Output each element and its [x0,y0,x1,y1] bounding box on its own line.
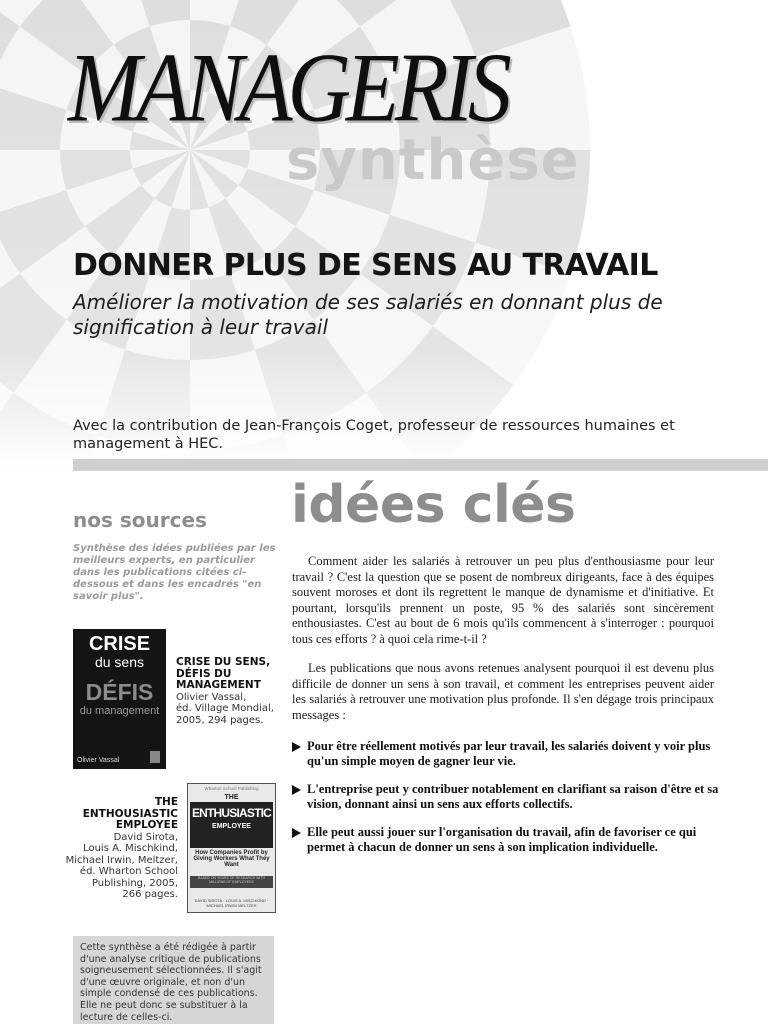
key-idea-item [292,739,722,769]
disclaimer-box: Cette synthèse a été rédigée à partir d'une analyse critique de publications soigneusement sélectionnées. Il s'agit d'une œuvre originale, et non d'un simple condensé de ces publications. Elle ne peut donc se substituer à la lecture de celles-ci. [73,936,274,1024]
key-idea-item [292,825,722,855]
page-subtitle: Améliorer la motivation de ses salariés en donnant plus de signification à leur travail [73,290,663,339]
book-detail-line: Louis A. Mischkind, [83,843,178,854]
book-title-line: THE [154,796,178,808]
cover-line: ENTHUSIASTIC [191,806,272,820]
cover-band: BASED ON YEARS OF RESEARCH WITH MILLIONS OF EMPLOYEES [190,876,273,888]
ideas-heading: idées clés [291,475,576,535]
book-detail-line: David Sirota, [113,831,178,843]
key-idea-text: L'entreprise peut y contribuer notablement en clarifiant sa raison d'être et sa vision, donnant ainsi un sens aux efforts collectifs. [307,782,719,811]
cover-publisher: Wharton School Publishing [204,786,259,791]
book-detail-line: éd. Village Mondial, [176,703,274,714]
brand-subtitle: synthèse [286,128,580,193]
cover-banner [190,802,273,848]
book-title-line: EMPLOYEE [115,819,178,831]
book-title-line: CRISE DU SENS, [176,656,271,668]
cover-line: THE [224,794,239,801]
cover-line: EMPLOYEE [212,823,251,830]
cover-line: CRISE [88,633,151,655]
brand-logo: MANAGERIS [68,34,507,144]
book-detail-line: Olivier Vassal, [176,691,247,703]
body-paragraph: Comment aider les salariés à retrouver un peu plus d'enthousiasme pour leur travail ? C'est la question que se posent de nombreux dirigeants, face à des équipes souvent moroses et dont ils regrettent le manque de dynamisme et d'initiative. Et pourtant, lorsqu'ils prennent un poste, 95 % des salariés sont sincèrement enthousiastes. C'est au bout de 6 mois qu'ils commencent à s'interroger : pourquoi tous ces efforts ? à quoi cela rime-t-il ? [292,554,714,646]
page-title: DONNER PLUS DE SENS AU TRAVAIL [73,248,658,283]
book-info-crise-du-sens [176,657,281,726]
book-title-line: ENTHOUSIASTIC [82,807,178,820]
book-info-enthusiastic-employee [60,797,178,901]
cover-tagline: How Companies Profit by Giving Workers What They Want [193,850,270,868]
cover-line: DÉFIS [85,679,154,705]
book-detail-line: Michael Irwin, Meltzer, [65,854,178,866]
key-idea-item [292,782,722,812]
book-title-line: DÉFIS DU [176,667,232,680]
triangle-bullet-icon [292,785,301,795]
book-detail-line: éd. Wharton School [79,866,178,877]
cover-author: Olivier Vassal [77,757,120,764]
key-idea-text: Pour être réellement motivés par leur travail, les salariés doivent y voir plus qu'un simple moyen de gagner leur vie. [307,739,711,768]
triangle-bullet-icon [292,828,301,838]
triangle-bullet-icon [292,742,301,752]
book-cover-crise-du-sens [73,629,166,769]
publisher-logo-icon [150,751,160,763]
cover-authors: DAVID SIROTA · LOUIS A. MISCHKIND · MICHAEL IRWIN MELTZER [194,898,269,908]
cover-line: du management [79,705,160,717]
book-detail-line: 2005, 294 pages. [176,714,264,726]
book-detail-line: 266 pages. [122,889,178,900]
body-paragraph: Les publications que nous avons retenues analysent pourquoi il est devenu plus difficile de donner un sens à son travail, et comment les entreprises peuvent aider les salariés à retrouver une motivation plus profonde. Il s'en dégage trois principaux messages : [292,661,714,722]
sources-intro: Synthèse des idées publiées par les meilleurs experts, en particulier dans les publications citées ci-dessous et dans les encadrés "en savoir plus". [73,543,276,602]
book-cover-enthusiastic-employee [187,783,276,913]
cover-line: du sens [94,654,145,670]
section-divider [73,459,768,471]
sources-heading: nos sources [73,508,207,532]
book-detail-line: Publishing, 2005, [91,877,178,889]
key-idea-text: Elle peut aussi jouer sur l'organisation du travail, afin de favoriser ce qui permet à chacun de donner un sens à son implication individuelle. [307,825,697,854]
contribution-note: Avec la contribution de Jean-François Coget, professeur de ressources humaines et management à HEC. [73,418,675,452]
book-title-line: MANAGEMENT [176,679,261,691]
